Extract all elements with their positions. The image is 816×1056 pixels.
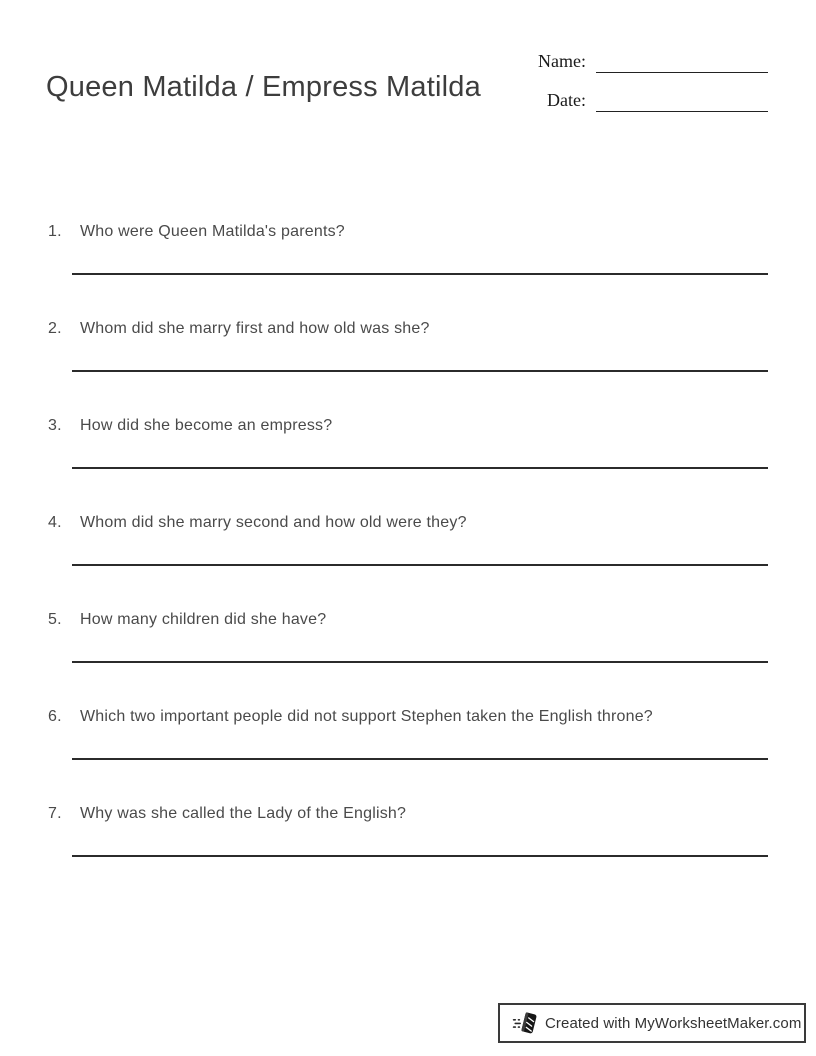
question-number: 6. <box>48 708 62 725</box>
question-text: How many children did she have? <box>80 611 327 628</box>
question-text: Whom did she marry first and how old was she? <box>80 320 430 337</box>
question-row <box>48 220 768 244</box>
question-number: 7. <box>48 805 62 822</box>
page-title: Queen Matilda / Empress Matilda <box>46 71 481 104</box>
question-number: 2. <box>48 320 62 337</box>
answer-blank-line <box>72 467 768 469</box>
question-row <box>48 608 768 632</box>
question-text: Whom did she marry second and how old were they? <box>80 514 467 531</box>
question-text: Which two important people did not support Stephen taken the English throne? <box>80 708 653 725</box>
question-number: 5. <box>48 611 62 628</box>
answer-blank-line <box>72 564 768 566</box>
question-item-3 <box>48 414 768 469</box>
answer-blank-line <box>72 855 768 857</box>
credit-text: Created with MyWorksheetMaker.com <box>545 1014 802 1032</box>
question-text: How did she become an empress? <box>80 417 333 434</box>
question-item-6 <box>48 705 768 760</box>
name-blank-line <box>596 50 768 73</box>
myworksheetmaker-logo-icon <box>512 1010 538 1036</box>
question-number: 3. <box>48 417 62 434</box>
question-number: 1. <box>48 223 62 240</box>
question-row <box>48 705 768 729</box>
question-row <box>48 317 768 341</box>
answer-blank-line <box>72 370 768 372</box>
name-date-block <box>528 50 768 128</box>
question-row <box>48 511 768 535</box>
date-row <box>528 89 768 112</box>
question-text: Who were Queen Matilda's parents? <box>80 223 345 240</box>
question-item-1 <box>48 220 768 275</box>
question-item-5 <box>48 608 768 663</box>
question-number: 4. <box>48 514 62 531</box>
answer-blank-line <box>72 661 768 663</box>
question-text: Why was she called the Lady of the English? <box>80 805 407 822</box>
question-row <box>48 414 768 438</box>
question-item-2 <box>48 317 768 372</box>
question-list <box>48 220 768 899</box>
name-label: Name: <box>538 51 586 71</box>
question-item-4 <box>48 511 768 566</box>
date-blank-line <box>596 89 768 112</box>
worksheet-maker-credit-badge[interactable] <box>498 1003 806 1043</box>
name-row <box>528 50 768 73</box>
question-row <box>48 802 768 826</box>
answer-blank-line <box>72 273 768 275</box>
answer-blank-line <box>72 758 768 760</box>
question-item-7 <box>48 802 768 857</box>
date-label: Date: <box>547 90 586 110</box>
